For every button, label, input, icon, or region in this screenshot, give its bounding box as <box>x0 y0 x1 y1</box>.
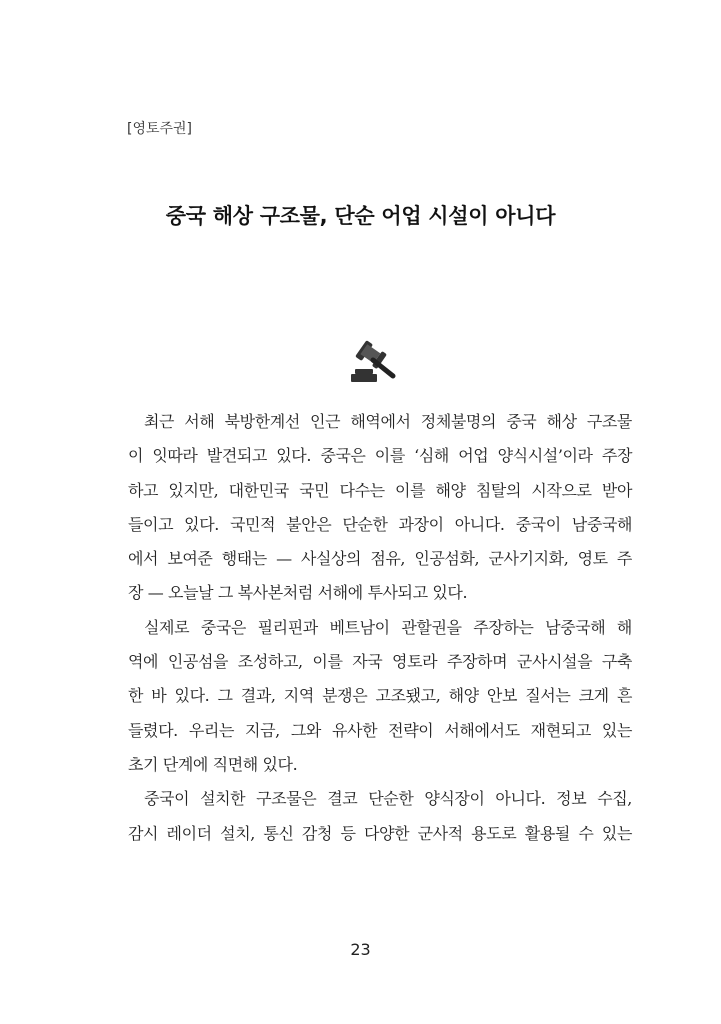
page-number: 23 <box>350 940 371 959</box>
text-line: 들렸다. 우리는 지금, 그와 유사한 전략이 서해에서도 재현되고 있는 <box>128 720 632 740</box>
text-line: 초기 단계에 직면해 있다. <box>128 754 298 774</box>
text-line: 최근 서해 북방한계선 인근 해역에서 정체불명의 중국 해상 구조물 <box>144 412 632 431</box>
text-line: 한 바 있다. 그 결과, 지역 분쟁은 고조됐고, 해양 안보 질서는 크게 흔 <box>128 686 632 706</box>
page-title: 중국 해상 구조물, 단순 어업 시설이 아니다 <box>165 204 556 228</box>
gavel-icon <box>345 338 397 384</box>
text-line: 에서 보여준 행태는 — 사실상의 점유, 인공섬화, 군사기지화, 영토 주 <box>128 549 632 569</box>
text-line: 역에 인공섬을 조성하고, 이를 자국 영토라 주장하며 군사시설을 구축 <box>128 652 632 672</box>
text-line: 하고 있지만, 대한민국 국민 다수는 이를 해양 침탈의 시작으로 받아 <box>128 480 632 500</box>
article-body <box>128 405 632 851</box>
text-line: 이 잇따라 발견되고 있다. 중국은 이를 ‘심해 어업 양식시설’이라 주장 <box>128 446 632 466</box>
paragraph-2 <box>128 611 632 782</box>
text-line: 중국이 설치한 구조물은 결코 단순한 양식장이 아니다. 정보 수집, <box>144 789 632 809</box>
paragraph-1 <box>128 405 632 611</box>
paragraph-3 <box>128 782 632 851</box>
text-line: 감시 레이더 설치, 통신 감청 등 다양한 군사적 용도로 활용될 수 있는 <box>128 823 632 843</box>
text-line: 들이고 있다. 국민적 불안은 단순한 과장이 아니다. 중국이 남중국해 <box>128 514 632 534</box>
section-tag: [영토주권] <box>127 121 193 137</box>
text-line: 실제로 중국은 필리핀과 베트남이 관할권을 주장하는 남중국해 해 <box>144 617 632 637</box>
text-line: 장 — 오늘날 그 복사본처럼 서해에 투사되고 있다. <box>128 583 468 603</box>
